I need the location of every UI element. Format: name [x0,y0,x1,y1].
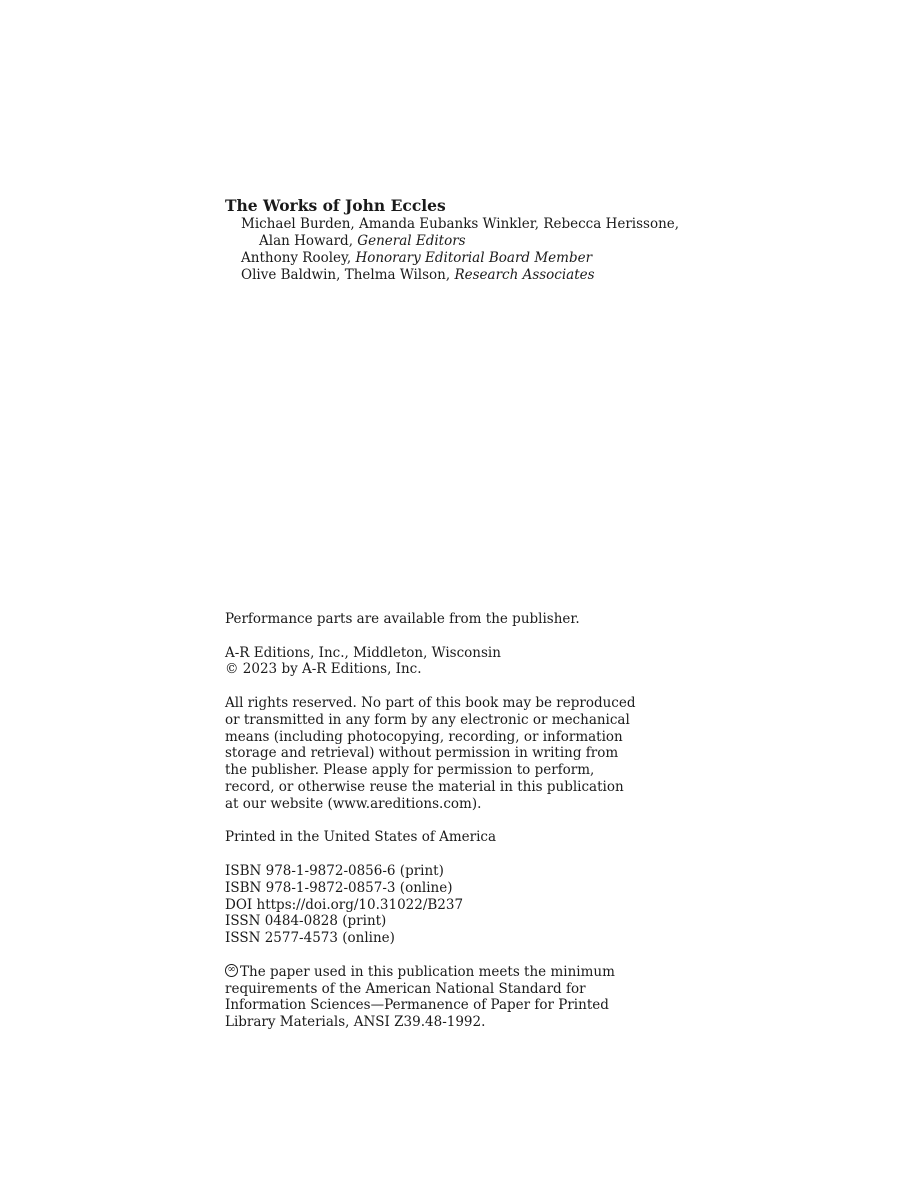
research-associates-names: Olive Baldwin, Thelma Wilson, [241,267,455,283]
imprint-block [225,611,645,1048]
paper-line: requirements of the American National Standard for [225,980,586,997]
research-associates-role: Research Associates [454,267,595,283]
paper-line: Information Sciences—Permanence of Paper for Printed [225,997,609,1014]
general-editors-role: General Editors [357,233,466,249]
doi: DOI https://doi.org/10.31022/B237 [225,896,464,913]
publisher-line: A-R Editions, Inc., Middleton, Wisconsin [225,644,501,661]
permanence-of-paper-icon [225,964,238,977]
copyright-line: © 2023 by A-R Editions, Inc. [225,661,422,678]
general-editors-name-cont: Alan Howard, [259,233,358,249]
rights-line: at our website (www.areditions.com). [225,795,482,812]
honorary-board-name: Anthony Rooley, [241,250,356,266]
rights-line: record, or otherwise reuse the material in this publication [225,778,624,795]
general-editors [225,216,825,233]
printed-in: Printed in the United States of America [225,829,497,846]
general-editors-cont [225,233,825,250]
publisher-info [225,645,645,679]
paper-line-text: The paper used in this publication meets the minimum [240,963,615,980]
rights-line: All rights reserved. No part of this book may be reproduced [225,694,636,711]
paper-line [225,964,645,981]
rights-statement [225,695,645,813]
paper-line: Library Materials, ANSI Z39.48-1992. [225,1014,486,1031]
general-editors-names: Michael Burden, Amanda Eubanks Winkler, Rebecca Herissone, [241,216,680,232]
issn-online: ISSN 2577-4573 (online) [225,930,395,947]
rights-line: or transmitted in any form by any electronic or mechanical [225,711,630,728]
rights-line: storage and retrieval) without permission in writing from [225,745,619,762]
series-title: The Works of John Eccles [225,196,446,215]
issn-print: ISSN 0484-0828 (print) [225,913,387,930]
rights-line: the publisher. Please apply for permission to perform, [225,762,595,779]
series-credits [225,196,825,284]
isbn-print: ISBN 978-1-9872-0856-6 (print) [225,862,444,879]
research-associates [225,267,825,284]
rights-line: means (including photocopying, recording, or information [225,728,623,745]
honorary-board [225,250,825,267]
isbn-online: ISBN 978-1-9872-0857-3 (online) [225,879,453,896]
honorary-board-role: Honorary Editorial Board Member [355,250,593,266]
paper-note [225,964,645,1031]
identifiers [225,863,645,947]
parts-note: Performance parts are available from the publisher. [225,611,580,627]
